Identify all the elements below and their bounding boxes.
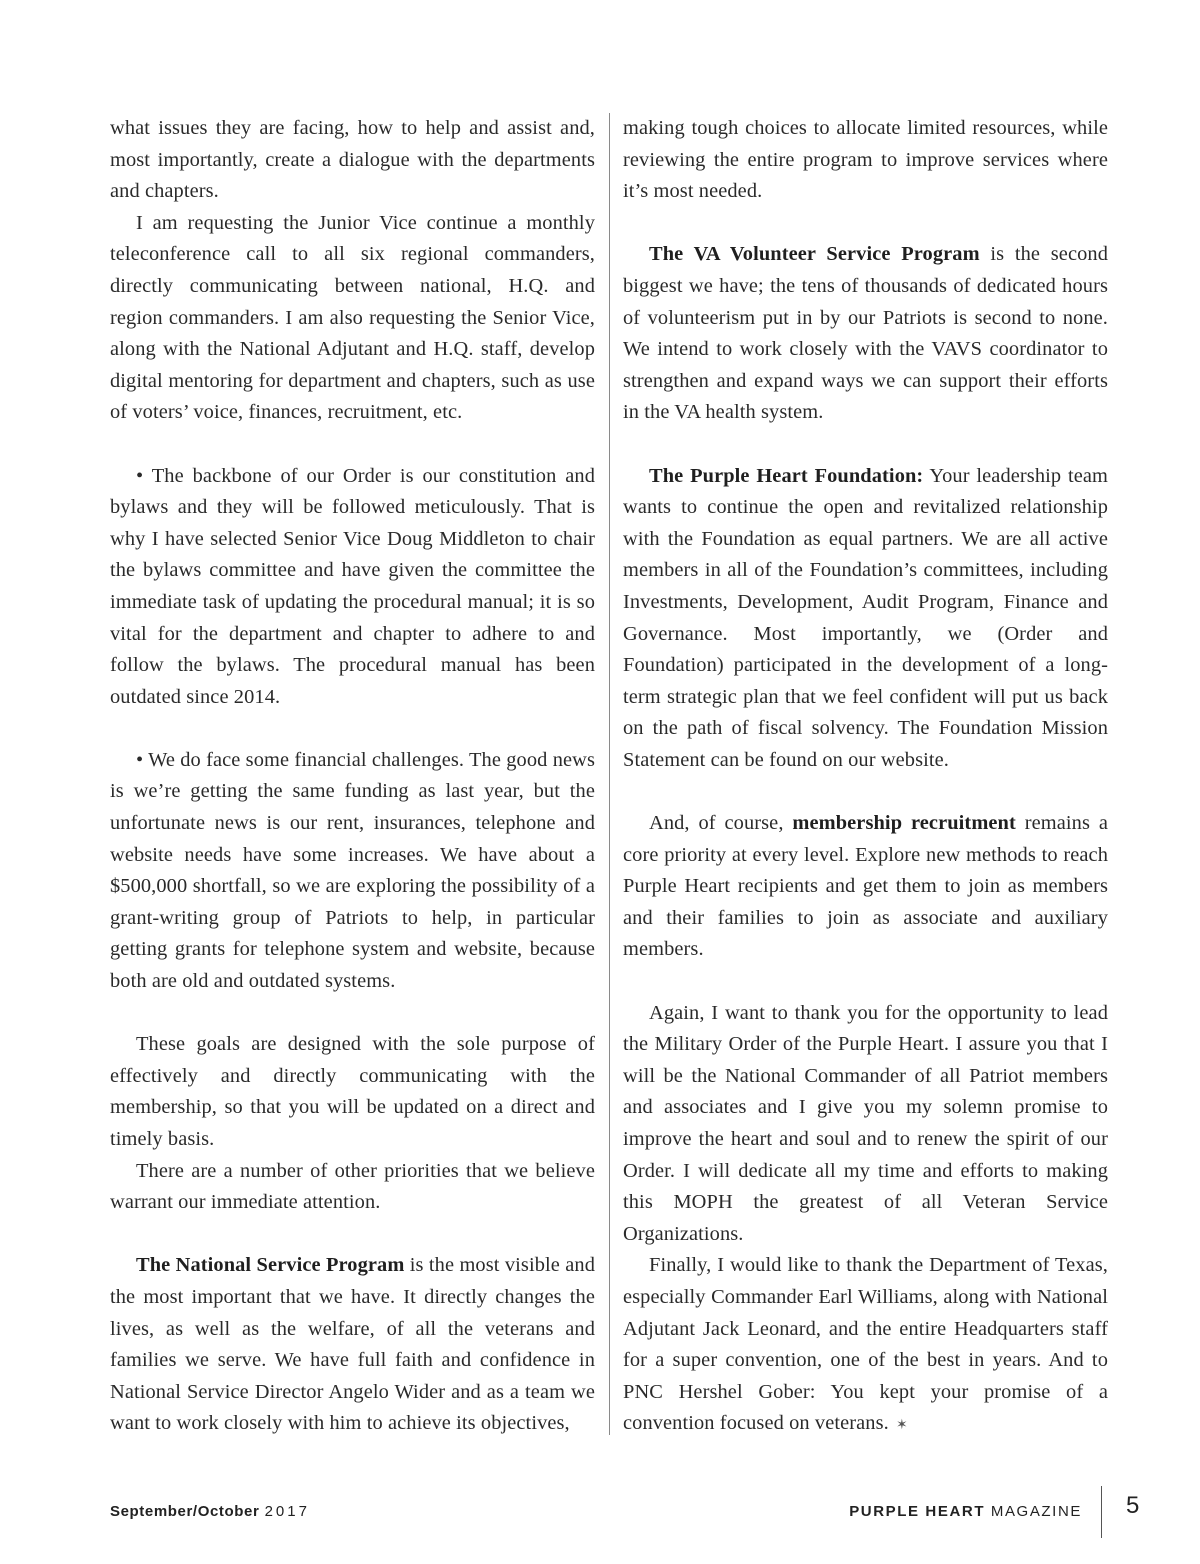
bullet-paragraph-finance: • We do face some financial challenges. The good news is we’re getting the same funding as last year, but the unfortunate news is our rent, insurances, telephone and website needs have some increases. We have about a $500,000 shortfall, so we are exploring the possibility of a grant-writing group of Patriots to help, in particular getting grants for telephone system and website, because both are old and outdated systems. xyxy=(110,748,595,993)
end-mark-icon: ✶ xyxy=(896,1418,908,1434)
paragraph: Again, I want to thank you for the opportunity to lead the Military Order of the Purple Heart. I assure you that I will be the National Commander of all Patriot members and associates and I give you my solemn promise to improve the heart and soul and to renew the spirit of our Order. I will dedicate all my time and efforts to making this MOPH the greatest of all Veteran Service Organizations. xyxy=(623,1001,1108,1245)
magazine-brand: PURPLE HEART xyxy=(849,1503,986,1520)
footer-divider xyxy=(1101,1486,1102,1538)
footer-issue xyxy=(110,1503,310,1520)
column-divider xyxy=(609,113,610,1435)
right-column xyxy=(623,113,1108,1442)
paragraph-foundation xyxy=(623,461,1108,777)
paragraph-text: Finally, I would like to thank the Department of Texas, especially Commander Earl Williams, along with National Adjutant Jack Leonard, and the entire Headquarters staff for a super convention, one of the best in years. And to PNC Hershel Gober: You kept your promise of a convention focused on veterans. xyxy=(623,1254,1108,1435)
bold-heading: membership recruitment xyxy=(792,812,1016,835)
paragraph-text: is the most visible and the most important that we have. It directly changes the lives, as well as the welfare, of all the veterans and families we serve. We have full faith and confidence in National Service Director Angelo Wider and as a team we want to work closely with him to achieve its objectives, xyxy=(110,1254,595,1435)
bold-heading: The Purple Heart Foundation: xyxy=(649,464,924,487)
paragraph: These goals are designed with the sole purpose of effectively and directly communicating with the membership, so that you will be updated on a direct and timely basis. xyxy=(110,1033,595,1150)
paragraph-closing xyxy=(623,1250,1108,1442)
paragraph-va-volunteer xyxy=(623,239,1108,429)
paragraph: I am requesting the Junior Vice continue a monthly teleconference call to all six regional commanders, directly communicating between national, H.Q. and region commanders. I am also requesting the Senior Vice, along with the National Adjutant and H.Q. staff, develop digital mentoring for department and chapters, such as use of voters’ voice, finances, recruitment, etc. xyxy=(110,211,595,424)
paragraph: making tough choices to allocate limited resources, while reviewing the entire program to improve services where it’s most needed. xyxy=(623,117,1108,203)
footer-magazine xyxy=(849,1503,1082,1520)
paragraph: what issues they are facing, how to help and assist and, most importantly, create a dialogue with the departments and chapters. xyxy=(110,117,595,203)
bold-heading: The VA Volunteer Service Program xyxy=(649,243,980,266)
paragraph-text: remains a core priority at every level. Explore new methods to reach Purple Heart recipients and get them to join as members and their families to join as associate and auxiliary members. xyxy=(623,812,1108,961)
paragraph: There are a number of other priorities that we believe warrant our immediate attention. xyxy=(110,1159,595,1214)
left-column xyxy=(110,113,595,1440)
bullet-paragraph-bylaws: • The backbone of our Order is our constitution and bylaws and they will be followed meticulously. That is why I have selected Senior Vice Doug Middleton to chair the bylaws committee and have given the committee the immediate task of updating the procedural manual; it is so vital for the department and chapter to adhere to and follow the bylaws. The procedural manual has been outdated since 2014. xyxy=(110,464,595,708)
paragraph-text: is the second biggest we have; the tens of thousands of dedicated hours of volunteerism put in by our Patriots is second to none. We intend to work closely with the VAVS coordinator to strengthen and expand ways we can support their efforts in the VA health system. xyxy=(623,243,1108,424)
page-number: 5 xyxy=(1126,1492,1140,1519)
issue-date: September/October xyxy=(110,1503,260,1520)
paragraph-text: And, of course, xyxy=(649,812,793,835)
bold-heading: The National Service Program xyxy=(136,1254,405,1277)
paragraph-text: Your leadership team wants to continue the open and revitalized relationship with the Foundation as equal partners. We are all active members in all of the Foundation’s committees, including Investments, Development, Audit Program, Finance and Governance. Most importantly, we (Order and Foundation) participated in the development of a long-term strategic plan that we feel confident will put us back on the path of fiscal solvency. The Foundation Mission Statement can be found on our website. xyxy=(623,464,1108,771)
paragraph-membership xyxy=(623,808,1108,966)
magazine-suffix: MAGAZINE xyxy=(985,1503,1082,1520)
issue-year: 2017 xyxy=(264,1503,310,1520)
paragraph-national-service xyxy=(110,1250,595,1440)
